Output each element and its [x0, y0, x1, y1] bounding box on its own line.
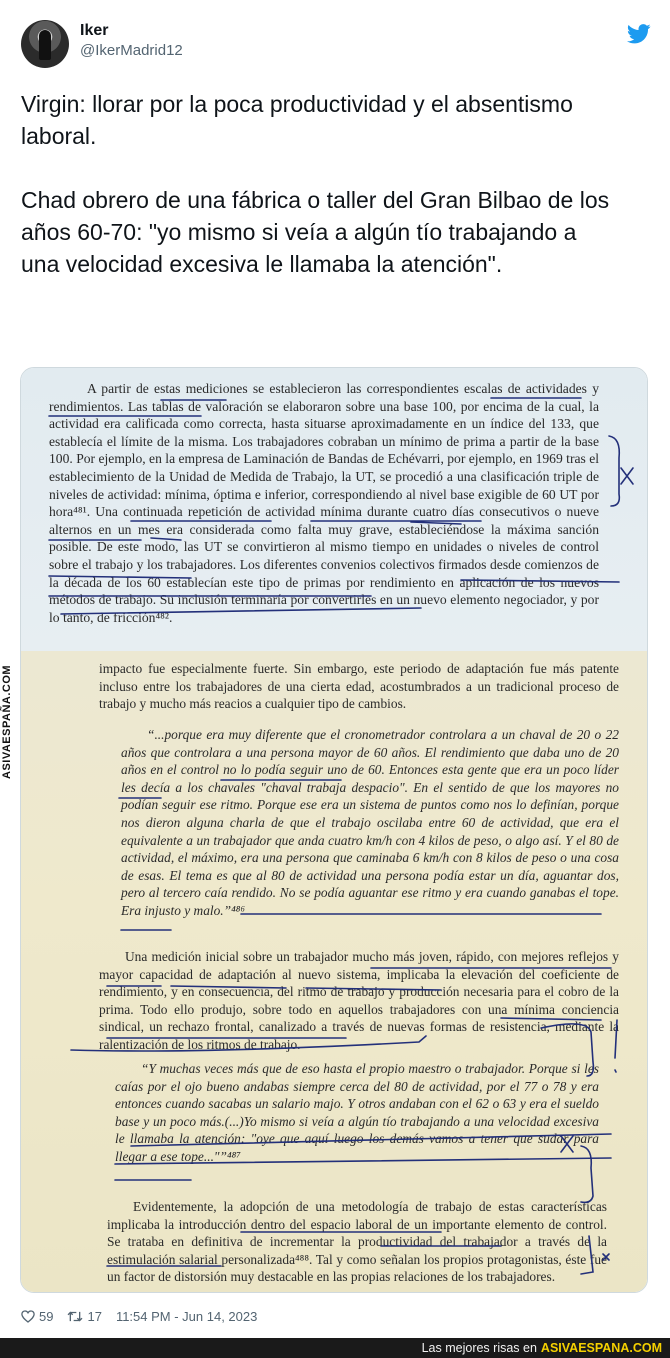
user-handle[interactable]: @IkerMadrid12 [80, 42, 183, 59]
heart-icon [21, 1310, 35, 1323]
banner-site[interactable]: ASIVAESPANA.COM [540, 1341, 662, 1355]
book-paragraph-3: Una medición inicial sobre un trabajador mucho más joven, rápido, con mejores reflejos y mayor capacidad de adaptación al nuevo sistema, implicaba la elevación del coeficiente de rendimiento, y en consecuencia, del ritmo de trabajo y producción necesaria para el cobro de la prima. Todo ello produjo, sobre todo en aquellos trabajadores con una mínima conciencia sindical, un rechazo frontal, canalizado a través de nuevas formas de resistencia, mediante la ralentización de los ritmos de trabajo. [99, 949, 619, 1052]
retweet-icon [67, 1310, 83, 1323]
book-paragraph-1: A partir de estas mediciones se establecieron las correspondientes escalas de actividades y rendimientos. Las tablas de valoración se elaboraron sobre una base 100, por encima de la cual, la actividad era calificada como correcta, hasta situarse aproximadamente en un índice del 133, que establecía el límite de la misma. Los trabajadores cobraban un mínimo de prima a partir de la base 100. Por ejemplo, en la empresa de Laminación de Bandas de Echévarri, por ejemplo, en 1969 tras el establecimiento de la Unidad de Medida de Trabajo, la UT, se procedió a una clasificación triple de niveles de actividad: mínima, óptima e inferior, correspondiendo al nivel base exigible de 60 UT por hora⁴⁸¹. Una continuada repetición de actividad mínima durante cuatro días consecutivos o nueve alternos en un mes era considerada como falta muy grave, estableciéndose la máxima sanción posible. De este modo, las UT se convirtieron al mismo tiempo en unidades o niveles de control sobre el trabajo y los trabajadores. Los diferentes convenios colectivos firmados desde comienzos de la década de los 60 establecían este tipo de primas por rendimiento en aplicación de los nuevos métodos de trabajo. Su inclusión terminaría por convertirles en un nuevo elemento negociador, y por lo tanto, de fricción⁴⁸². [49, 381, 599, 625]
retweet-count: 17 [87, 1308, 102, 1324]
retweet-metric[interactable] [67, 1309, 101, 1324]
twitter-bird-icon[interactable] [627, 24, 651, 44]
book-paragraph-2: impacto fue especialmente fuerte. Sin embargo, este periodo de adaptación fue más patente incluso entre los trabajadores de una cierta edad, acostumbrados a un tradicional proceso de trabajo y mucho más reacios a cualquier tipo de cambios. [99, 661, 619, 712]
like-metric[interactable] [21, 1309, 53, 1324]
tweet-photo[interactable] [20, 367, 648, 1293]
like-count: 59 [39, 1308, 54, 1324]
book-paragraph-4: Evidentemente, la adopción de una metodología de trabajo de estas características implicaba la introducción dentro del espacio laboral de un importante elemento de control. Se trataba en definitiva de incrementar la productividad del trabajador a través de la estimulación salarial personalizada⁴⁸⁸. Tal y como señalan los propios protagonistas, éste fue un factor de distorsión muy destacable en las propias relaciones de los trabajadores. [107, 1199, 607, 1285]
side-watermark-text: ASIVAESPAÑA.COM [1, 664, 13, 779]
side-watermark [0, 583, 18, 783]
avatar[interactable] [21, 20, 69, 68]
user-name[interactable]: Iker [80, 22, 109, 39]
bottom-banner[interactable] [0, 1338, 670, 1358]
book-quote-2: “Y muchas veces más que de eso hasta el propio maestro o trabajador. Porque si les caías por el ojo bueno andabas siempre cerca del 80 de actividad, por el 77 o 78 y era entonces cuando sacabas un salario majo. Y otros andaban con el 62 o 63 y era el sueldo base y un poco más.(...)Yo mismo si veía a algún tío trabajando a una velocidad excesiva le llamaba la atención: "oye que aquí luego los demás vamos a tener que sudar para llegar a ese tope..."”⁴⁸⁷ [115, 1061, 599, 1164]
tweet-footer [21, 1306, 651, 1326]
book-quote-1: “...porque era muy diferente que el cronometrador controlara a un chaval de 20 o 22 años que controlara a una persona mayor de 60 años. El rendimiento que daba uno de 20 años en el control no lo podía seguir uno de 60. Entonces esta gente que era un poco líder les decía a los chavales "chaval trabaja despacio". En el sentido de que los mayores no podían seguir ese ritmo. Porque ese era un sistema de puntos como nos lo definían, porque nos dieron alguna charla de que el trabajo oscilaba entre 60 de actividad, que era el equivalente a un trabajador que anda cuatro km/h con 4 kilos de peso, o algo así. Y el 80 de actividad, el máximo, era una persona que caminaba 6 km/h con 8 kilos de peso o una cosa de esas. El tema es que al 80 de actividad una persona podía estar un día, aguantar dos, pero al tercero caía rendido. No se podía aguantar ese ritmo y era cuando ganabas el tope. Era injusto y malo.”⁴⁸⁶ [121, 727, 619, 918]
banner-text: Las mejores risas en [421, 1341, 537, 1355]
tweet-text: Virgin: llorar por la poca productividad y el absentismo laboral. Chad obrero de una fábrica o taller del Gran Bilbao de los años 60-70: "yo mismo si veía a algún tío trabajando a una velocidad excesiva le llamaba la atención". [21, 91, 610, 277]
timestamp[interactable]: 11:54 PM - Jun 14, 2023 [115, 1308, 258, 1324]
tweet-header [21, 18, 651, 70]
